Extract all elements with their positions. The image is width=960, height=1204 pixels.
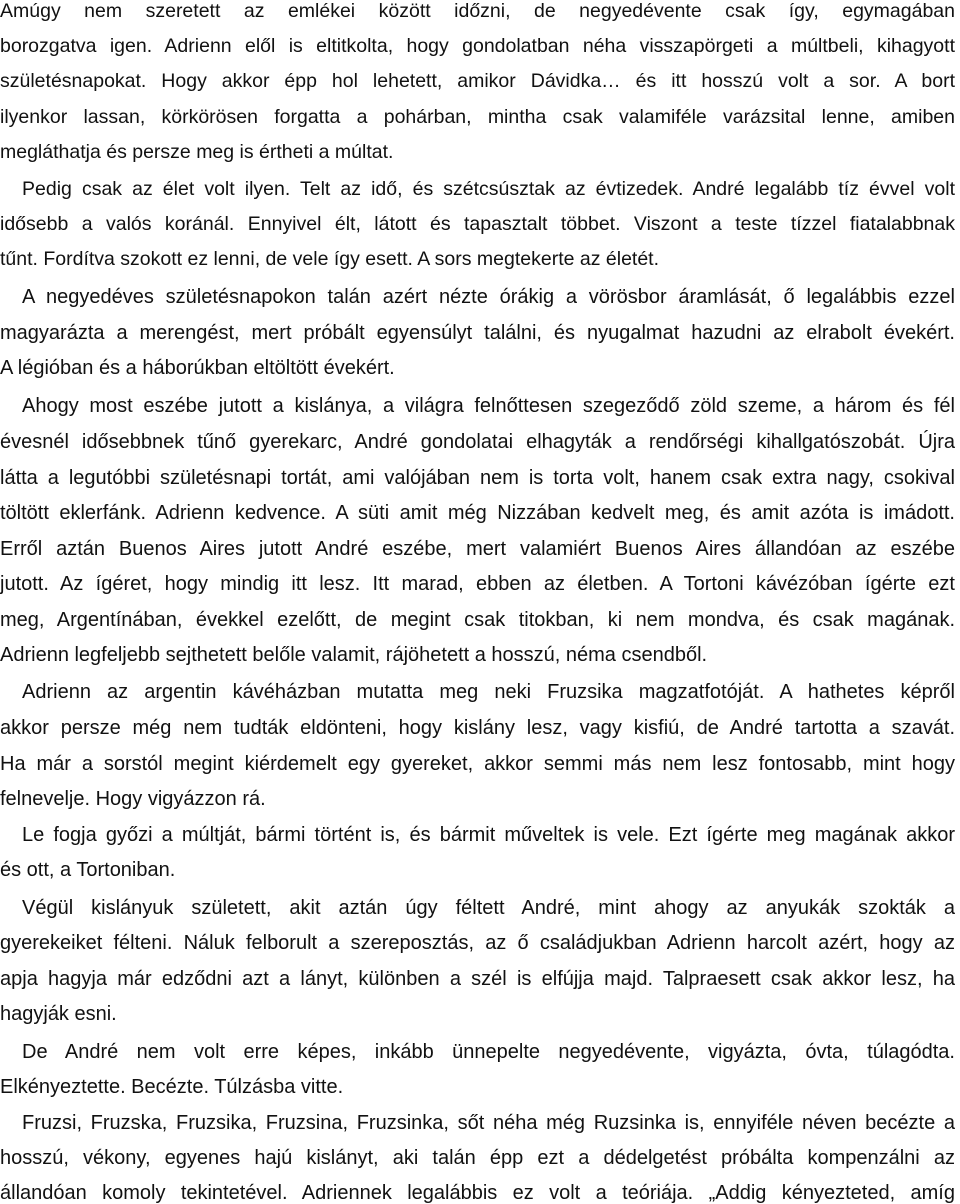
text-line: és ott, a Tortoniban. (0, 859, 176, 881)
text-line: meg, Argentínában, évekkel ezelőtt, de megint csak titokban, ki nem mondva, és csak magának. (0, 609, 955, 631)
text-line: évesnél idősebbnek tűnő gyerekarc, André gondolatai elhagyták a rendőrségi kihallgatószobát. Újra (0, 431, 955, 453)
paragraph-start-line: Ahogy most eszébe jutott a kislánya, a világra felnőttesen szegeződő zöld szeme, a három és fél (22, 395, 955, 417)
text-line: A légióban és a háborúkban eltöltött évekért. (0, 357, 395, 379)
text-line: látta a legutóbbi születésnapi tortát, ami valójában nem is torta volt, hanem csak extra nagy, csokival (0, 467, 955, 489)
text-line: borozgatva igen. Adrienn elől is eltitkolta, hogy gondolatban néha visszapörgeti a múltbeli, kihagyott (0, 35, 955, 57)
text-line: idősebb a valós koránál. Ennyivel élt, látott és tapasztalt többet. Viszont a teste tízzel fiatalabbnak (0, 213, 955, 235)
text-line: megláthatja és persze meg is értheti a múltat. (0, 141, 394, 163)
text-line: apja hagyja már edződni azt a lányt, különben a szél is elfújja majd. Talpraesett csak akkor lesz, ha (0, 968, 955, 990)
text-line: Amúgy nem szeretett az emlékei között időzni, de negyedévente csak így, egymagában (0, 0, 955, 22)
text-line: születésnapokat. Hogy akkor épp hol lehetett, amikor Dávidka… és itt hosszú volt a sor. A bort (0, 70, 955, 92)
text-line: Elkényeztette. Becézte. Túlzásba vitte. (0, 1076, 344, 1098)
text-line: akkor persze még nem tudták eldönteni, hogy kislány lesz, vagy kisfiú, de André tartotta a szavát. (0, 717, 955, 739)
paragraph-start-line: Végül kislányuk született, akit aztán úgy féltett André, mint ahogy az anyukák szokták a (22, 897, 955, 919)
text-line: állandóan komoly tekintetével. Adriennek legalábbis ez volt a teóriája. „Addig kényezteted, amíg (0, 1182, 955, 1204)
paragraph-start-line: De André nem volt erre képes, inkább ünnepelte negyedévente, vigyázta, óvta, túlagódta. (22, 1041, 955, 1063)
text-line: tűnt. Fordítva szokott ez lenni, de vele így esett. A sors megtekerte az életét. (0, 248, 660, 270)
text-line: ilyenkor lassan, körkörösen forgatta a pohárban, mintha csak valamiféle varázsital lenne, amiben (0, 106, 955, 128)
text-line: Erről aztán Buenos Aires jutott André eszébe, mert valamiért Buenos Aires állandóan az eszébe (0, 538, 955, 560)
text-line: jutott. Az ígéret, hogy mindig itt lesz. Itt marad, ebben az életben. A Tortoni kávézóban ígérte ezt (0, 573, 955, 595)
paragraph-start-line: Le fogja győzi a múltját, bármi történt is, és bármit műveltek is vele. Ezt ígérte meg magának akkor (22, 824, 955, 846)
paragraph-start-line: Adrienn az argentin kávéházban mutatta meg neki Fruzsika magzatfotóját. A hathetes képről (22, 681, 955, 703)
text-line: töltött eklerfánk. Adrienn kedvence. A süti amit még Nizzában kedvelt meg, és amit azóta is imádott. (0, 502, 955, 524)
text-line: magyarázta a merengést, mert próbált egyensúlyt találni, és nyugalmat hazudni az elrabolt évekért. (0, 322, 955, 344)
text-line: hagyják esni. (0, 1003, 117, 1025)
text-line: hosszú, vékony, egyenes hajú kislányt, aki talán épp ezt a dédelgetést próbálta kompenzálni az (0, 1147, 955, 1169)
paragraph-start-line: Pedig csak az élet volt ilyen. Telt az idő, és szétcsúsztak az évtizedek. André legalább tíz évvel volt (22, 178, 955, 200)
text-line: Ha már a sorstól megint kiérdemelt egy gyereket, akkor semmi más nem lesz fontosabb, mint hogy (0, 753, 955, 775)
text-line: gyerekeiket félteni. Náluk felborult a szereposztás, az ő családjukban Adrienn harcolt azért, hogy az (0, 932, 955, 954)
text-line: Adrienn legfeljebb sejthetett belőle valamit, rájöhetett a hosszú, néma csendből. (0, 644, 708, 666)
paragraph-start-line: A negyedéves születésnapokon talán azért nézte órákig a vörösbor áramlását, ő legalábbis ezzel (22, 286, 955, 308)
paragraph-start-line: Fruzsi, Fruzska, Fruzsika, Fruzsina, Fruzsinka, sőt néha még Ruzsinka is, ennyiféle néven becézte a (22, 1112, 955, 1134)
text-line: felnevelje. Hogy vigyázzon rá. (0, 788, 266, 810)
